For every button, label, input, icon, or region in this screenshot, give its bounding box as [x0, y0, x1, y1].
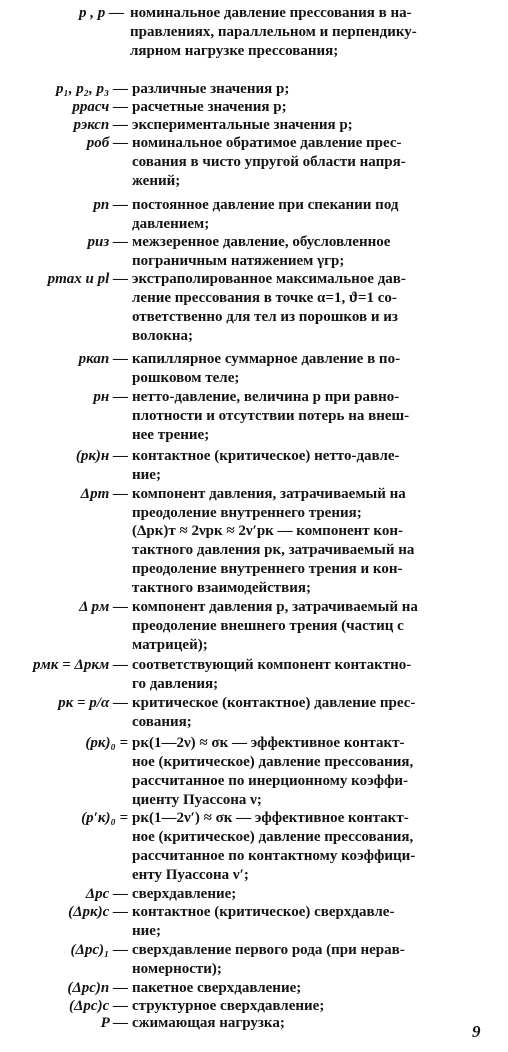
- notation-description: [132, 134, 492, 191]
- description-line: правлениях, параллельном и перпендику-: [130, 24, 417, 40]
- notation-entry: [0, 98, 508, 117]
- description-line: критическое (контактное) давление прес-: [132, 695, 416, 711]
- description-line: сжимающая нагрузка;: [132, 1015, 285, 1031]
- notation-entry: [0, 270, 508, 346]
- description-line: нетто-давление, величина p при равно-: [132, 389, 400, 405]
- description-line: ответственно для тел из порошков и из: [132, 309, 398, 325]
- notation-description: [132, 734, 492, 810]
- notation-symbol: pкап —: [78, 351, 128, 367]
- notation-description: [132, 116, 492, 135]
- description-line: рассчитанное по контактному коэффици-: [132, 848, 416, 864]
- notation-description: [132, 598, 492, 655]
- notation-symbol: (pк)н —: [75, 448, 128, 464]
- description-line: пакетное сверхдавление;: [132, 980, 302, 996]
- notation-entry: [0, 233, 508, 271]
- notation-symbol: pоб —: [86, 135, 128, 151]
- description-line: плотности и отсутствии потерь на внеш-: [132, 408, 410, 424]
- notation-entry: [0, 350, 508, 388]
- description-line: контактное (критическое) сверхдавле-: [132, 904, 395, 920]
- notation-entry: [0, 979, 508, 998]
- description-line: жений;: [132, 173, 181, 189]
- notation-description: [132, 885, 492, 904]
- notation-symbol: (Δpк)с —: [68, 904, 128, 920]
- description-line: енту Пуассона ν′;: [132, 867, 249, 883]
- page-number: 9: [472, 1022, 481, 1041]
- notation-entry: [0, 885, 508, 904]
- notation-symbol: pрасч —: [72, 99, 128, 115]
- notation-description: [132, 388, 492, 445]
- description-line: различные значения p;: [132, 81, 290, 97]
- notation-entry: [0, 734, 508, 810]
- notation-symbol: p , p —: [79, 5, 124, 21]
- description-line: структурное сверхдавление;: [132, 998, 325, 1014]
- notation-symbol: P —: [100, 1015, 128, 1031]
- notation-description: [132, 522, 492, 598]
- notation-description: [132, 941, 492, 979]
- notation-entry: [0, 656, 508, 694]
- notation-description: [132, 233, 492, 271]
- description-line: преодоление внутреннего трения и кон-: [132, 561, 403, 577]
- description-line: тактного взаимодействия;: [132, 580, 312, 596]
- description-line: сверхдавление;: [132, 886, 237, 902]
- description-line: го давления;: [132, 676, 219, 692]
- notation-entry: [0, 388, 508, 445]
- description-line: нее трение;: [132, 427, 210, 443]
- notation-symbol: p₁, p₂, p₃ —: [56, 81, 128, 97]
- description-line: ние;: [132, 467, 161, 483]
- description-line: лярном нагрузке прессования;: [130, 43, 339, 59]
- notation-symbol: pэксп —: [73, 117, 128, 133]
- notation-entry: [0, 1014, 508, 1033]
- notation-entry: [0, 80, 508, 99]
- notation-entry: [0, 4, 508, 61]
- notation-entry: [0, 694, 508, 732]
- description-line: экспериментальные значения p;: [132, 117, 353, 133]
- notation-symbol: (Δpс)₁ —: [70, 942, 128, 958]
- notation-entry: [0, 809, 508, 885]
- description-line: ное (критическое) давление прессования,: [132, 829, 414, 845]
- notation-symbol: (Δpс)с —: [69, 998, 128, 1014]
- notation-symbol: (pк)₀ =: [85, 735, 128, 751]
- notation-description: [132, 903, 492, 941]
- notation-symbol: pн —: [93, 389, 128, 405]
- description-line: преодоление внешнего трения (частиц с: [132, 618, 404, 634]
- notation-description: [132, 196, 492, 234]
- notation-description: [132, 656, 492, 694]
- notation-description: [132, 80, 492, 99]
- notation-description: [130, 4, 492, 61]
- description-line: (Δpк)т ≈ 2νpк ≈ 2ν′pк — компонент кон-: [132, 523, 403, 539]
- notation-description: [132, 1014, 492, 1033]
- description-line: соответствующий компонент контактно-: [132, 657, 412, 673]
- notation-entry: [0, 522, 508, 598]
- notation-description: [132, 809, 492, 885]
- notation-description: [132, 694, 492, 732]
- notation-entry: [0, 116, 508, 135]
- description-line: преодоление внутреннего трения;: [132, 505, 362, 521]
- notation-symbol: Δ pм —: [79, 599, 128, 615]
- description-line: межзеренное давление, обусловленное: [132, 234, 391, 250]
- notation-description: [132, 447, 492, 485]
- description-line: номинальное обратимое давление прес-: [132, 135, 402, 151]
- description-line: сверхдавление первого рода (при нерав-: [132, 942, 405, 958]
- notation-symbol: pиз —: [87, 234, 128, 250]
- description-line: компонент давления, затрачиваемый на: [132, 486, 406, 502]
- description-line: ное (критическое) давление прессования,: [132, 754, 414, 770]
- notation-entry: [0, 941, 508, 979]
- notation-description: [132, 350, 492, 388]
- description-line: сования в чисто упругой области напря-: [132, 154, 406, 170]
- description-line: экстраполированное максимальное дав-: [132, 271, 406, 287]
- description-line: тактного давления pк, затрачиваемый на: [132, 542, 415, 558]
- description-line: пограничным натяжением γгр;: [132, 253, 345, 269]
- notation-description: [132, 979, 492, 998]
- notation-entry: [0, 598, 508, 655]
- notation-description: [132, 98, 492, 117]
- description-line: матрицей);: [132, 637, 208, 653]
- notation-entry: [0, 447, 508, 485]
- description-line: циенту Пуассона ν;: [132, 792, 262, 808]
- notation-symbol: Δpт —: [80, 486, 128, 502]
- description-line: контактное (критическое) нетто-давле-: [132, 448, 400, 464]
- notation-description: [132, 270, 492, 346]
- description-line: рассчитанное по инерционному коэффи-: [132, 773, 409, 789]
- description-line: давлением;: [132, 216, 210, 232]
- notation-symbol: pк = p/α —: [58, 695, 128, 711]
- notation-symbol: pмк = Δpкм —: [33, 657, 128, 673]
- description-line: номинальное давление прессования в на-: [130, 5, 412, 21]
- description-line: волокна;: [132, 328, 193, 344]
- description-line: ление прессования в точке α=1, ϑ=1 со-: [132, 290, 397, 306]
- notation-entry: [0, 485, 508, 523]
- notation-symbol: (Δpс)п —: [67, 980, 128, 996]
- description-line: постоянное давление при спекании под: [132, 197, 399, 213]
- description-line: pк(1—2ν′) ≈ σк — эффективное контакт-: [132, 810, 409, 826]
- notation-symbol: pп —: [93, 197, 128, 213]
- notation-entry: [0, 903, 508, 941]
- description-line: компонент давления p, затрачиваемый на: [132, 599, 418, 615]
- description-line: ние;: [132, 923, 161, 939]
- description-line: сования;: [132, 714, 192, 730]
- notation-symbol: pmax и pl —: [47, 271, 128, 287]
- notation-symbol: Δpс —: [85, 886, 128, 902]
- description-line: капиллярное суммарное давление в по-: [132, 351, 401, 367]
- description-line: рошковом теле;: [132, 370, 240, 386]
- description-line: расчетные значения p;: [132, 99, 287, 115]
- notation-symbol: (p′к)₀ =: [81, 810, 128, 826]
- description-line: номерности);: [132, 961, 222, 977]
- description-line: pк(1—2ν) ≈ σк — эффективное контакт-: [132, 735, 405, 751]
- notation-description: [132, 485, 492, 523]
- notation-entry: [0, 196, 508, 234]
- notation-entry: [0, 134, 508, 191]
